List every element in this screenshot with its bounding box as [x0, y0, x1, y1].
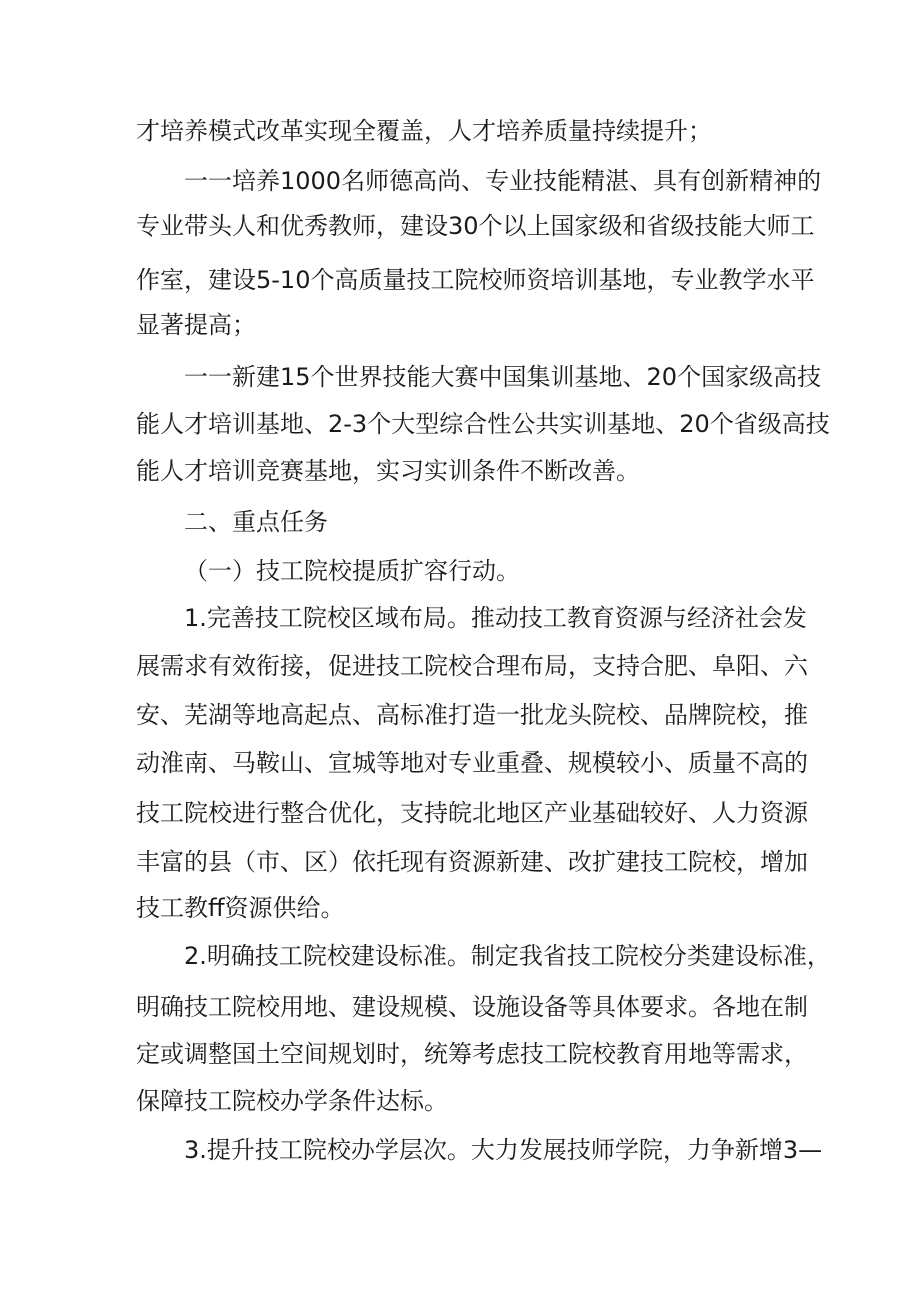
subsection-heading: （一）技工院校提质扩容行动。: [184, 557, 520, 585]
text-line: 明确技工院校用地、建设规模、设施设备等具体要求。各地在制: [136, 993, 808, 1021]
text-line: 2.明确技工院校建设标准。制定我省技工院校分类建设标准，: [184, 942, 831, 970]
section-heading: 二、重点任务: [184, 508, 328, 536]
text-line: 才培养模式改革实现全覆盖，人才培养质量持续提升；: [136, 117, 712, 145]
text-line: 一一培养1000名师德高尚、专业技能精湛、具有创新精神的: [184, 167, 822, 195]
text-line: 定或调整国土空间规划时，统筹考虑技工院校教育用地等需求，: [136, 1040, 808, 1068]
text-line: 保障技工院校办学条件达标。: [136, 1087, 448, 1115]
text-line: 丰富的县（市、区）依托现有资源新建、改扩建技工院校，增加: [136, 848, 808, 876]
text-line: 技工院校进行整合优化，支持皖北地区产业基础较好、人力资源: [136, 799, 808, 827]
text-line: 展需求有效衔接，促进技工院校合理布局，支持合肥、阜阳、六: [136, 652, 808, 680]
text-line: 安、芜湖等地高起点、高标准打造一批龙头院校、品牌院校，推: [136, 701, 808, 729]
text-line: 1.完善技工院校区域布局。推动技工教育资源与经济社会发: [184, 604, 807, 632]
text-line: 3.提升技工院校办学层次。大力发展技师学院，力争新增3—: [184, 1136, 823, 1164]
text-line: 能人才培训竞赛基地，实习实训条件不断改善。: [136, 457, 640, 485]
text-line: 一一新建15个世界技能大赛中国集训基地、20个国家级高技: [184, 363, 822, 391]
text-line: 显著提高；: [136, 311, 256, 339]
text-line: 专业带头人和优秀教师，建设30个以上国家级和省级技能大师工: [136, 212, 815, 240]
text-line: 作室，建设5-10个高质量技工院校师资培训基地，专业教学水平: [136, 266, 815, 294]
text-line: 能人才培训基地、2-3个大型综合性公共实训基地、20个省级高技: [136, 410, 830, 438]
text-line: 技工教ff资源供给。: [136, 894, 345, 922]
text-line: 动淮南、马鞍山、宣城等地对专业重叠、规模较小、质量不高的: [136, 749, 808, 777]
